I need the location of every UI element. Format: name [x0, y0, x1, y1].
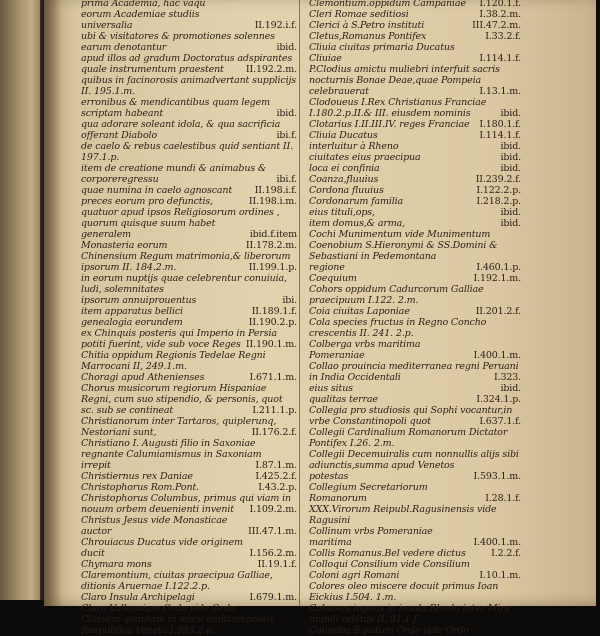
index-entry — [309, 20, 521, 31]
index-entry — [309, 163, 521, 174]
index-entry — [81, 482, 297, 493]
index-entry-reference: III.47.1.m. — [248, 526, 297, 537]
index-entry — [309, 361, 521, 383]
index-entry-reference: ibid. — [276, 42, 297, 53]
index-entry — [309, 207, 521, 218]
index-entry-text: Collegia pro studiosis qui Sophi vocantur,in vrbe Constantinopoli quot — [309, 405, 513, 427]
index-entry-reference: II.178.2.m. — [245, 240, 297, 251]
index-entry-reference: ibi.f. — [276, 130, 297, 141]
index-entry — [309, 394, 521, 405]
index-entry — [81, 570, 297, 592]
index-entry — [309, 218, 521, 229]
index-entry-text: Coloni agri Romani — [309, 570, 400, 581]
index-entry-reference: I.122.2.p. — [476, 185, 521, 196]
index-entry-reference: I.218.2.p. — [476, 196, 521, 207]
index-entry-text: Cordonarum familia — [309, 196, 404, 207]
index-entry-reference: ibid. — [276, 108, 297, 119]
index-entry-text: Collao prouincia mediterranea regni Peruani in India Occidentali — [309, 361, 519, 383]
column-divider — [299, 0, 300, 606]
index-entry — [309, 383, 521, 394]
index-entry-text: Christophorus Rom.Pont. — [81, 482, 199, 493]
index-entry-reference: ibid. — [500, 141, 521, 152]
index-entry — [309, 64, 521, 97]
left-index-column — [81, 0, 297, 636]
index-entry-reference: I.180.1.f. — [479, 119, 521, 130]
index-entry-text: eius situs — [309, 383, 353, 394]
index-entry-reference: II.189.1.f. — [251, 306, 297, 317]
index-entry — [81, 372, 297, 383]
index-entry-text: Chymara mons — [81, 559, 152, 570]
index-entry-text: Christiano I. Augusti filio in Saxoniae regnante Calumiamismus in Saxoniam irrepit — [81, 438, 262, 471]
index-entry — [309, 97, 521, 119]
index-entry-reference: I.28.1.f. — [485, 493, 521, 504]
index-entry-reference: II.192.i.f. — [254, 20, 297, 31]
index-entry-reference: II.239.2.f. — [475, 174, 521, 185]
index-entry-text: Monasteria eorum — [81, 240, 168, 251]
index-entry — [81, 9, 297, 31]
index-entry-text: loca ei confinia — [309, 163, 380, 174]
index-entry-reference: II.190.2.p. — [248, 317, 297, 328]
index-entry-text: Colores oleo miscere docuit primus Ioan Eickius I.504. 1.m. — [309, 581, 499, 603]
index-entry-reference: I.87.1.m. — [255, 460, 297, 471]
index-page — [44, 0, 596, 636]
index-entry-text: prima Academia, hac vaqu — [81, 0, 206, 9]
index-entry-reference: I.10.1.m. — [479, 570, 521, 581]
index-entry — [309, 229, 521, 240]
index-entry — [81, 416, 297, 438]
index-entry-text: quibus in facinorosis animadvertant supplicijs II. 195.1.m. — [81, 75, 297, 97]
index-entry-text: ex Chinquis posteris qui Imperio in Persia potiti fuerint, vide sub voce Reges — [81, 328, 277, 350]
index-entry-text: Cochi Munimentum vide Munimentum — [309, 229, 491, 240]
index-entry-reference: ibid. — [500, 152, 521, 163]
index-entry-text: item domus,& arma, — [309, 218, 406, 229]
index-entry-text: Christus Jesus vide Monasticae auctor — [81, 515, 228, 537]
index-entry-text: Chorus musicorum regiorum Hispaniae Regni, cum suo stipendio, & personis, quot sc. sub se contineat — [81, 383, 283, 416]
index-entry-text: Claro Vallensium Ordo vide Ordo — [81, 603, 236, 614]
index-entry — [309, 570, 521, 581]
index-entry-reference: ibi. — [282, 295, 297, 306]
index-entry-text: Cola species fructus in Regno Concho crescentis II. 241. 2.p. — [309, 317, 487, 339]
index-entry-text: Clemontium.oppidum Campaniae — [309, 0, 466, 9]
index-entry-reference: ibid.f.item — [249, 229, 297, 240]
index-entry-reference: I.120.1.f. — [479, 0, 521, 9]
index-entry-text: Collis Romanus.Bel vedere dictus — [309, 548, 466, 559]
index-entry-reference: I.114.1.f. — [479, 53, 521, 64]
index-entry-text: Clerici à S.Petro instituti — [309, 20, 425, 31]
index-entry-reference: I.323. — [493, 372, 521, 383]
index-entry — [81, 383, 297, 416]
index-entry — [81, 306, 297, 317]
index-entry-text: Classem quantam in mare emitterepossit Respublica Veneta I.593.2.p. — [81, 614, 274, 636]
index-entry — [309, 152, 521, 163]
index-entry — [309, 119, 521, 130]
index-entry — [81, 317, 297, 328]
index-entry — [81, 97, 297, 119]
index-entry-reference: I.2.2.f. — [491, 548, 521, 559]
index-entry — [81, 438, 297, 471]
index-entry-text: Clodoueus I.Rex Christianus Franciae I.180.2.p.II.& III. eiusdem nominis — [309, 97, 487, 119]
index-entry-reference: II.192.2.m. — [245, 64, 297, 75]
index-entry — [81, 592, 297, 603]
index-entry — [81, 31, 297, 53]
index-entry — [81, 273, 297, 295]
index-entry-reference: II.176.2.f. — [251, 427, 297, 438]
index-entry-text: Coia ciuitas Laponiae — [309, 306, 410, 317]
index-entry-text: item apparatus bellici — [81, 306, 183, 317]
index-entry-text: Claremontium, ciuitas praecipua Galliae, ditionis Aruernae I.122.2.p. — [81, 570, 273, 592]
index-entry-reference: I.400.1.m. — [473, 537, 521, 548]
index-entry-text: Columba Equitum Ordo vide Ordo — [309, 625, 469, 636]
index-entry — [309, 603, 521, 625]
index-entry — [309, 625, 521, 636]
index-entry-text: erronibus & mendicantibus quam legem scriptam habeant — [81, 97, 270, 119]
index-entry — [309, 405, 521, 427]
index-entry-text: Christianorum inter Tartaros, quiplerunq, Nestoriani sunt, — [81, 416, 277, 438]
index-entry-text: Clotarius I.II.III.IV. reges Franciae — [309, 119, 470, 130]
index-entry — [81, 163, 297, 185]
index-entry-text: eorum Academiae studiis universalia — [81, 9, 200, 31]
index-entry — [309, 42, 521, 64]
index-entry-text: Collinum vrbs Pomeraniae maritima — [309, 526, 433, 548]
index-entry-reference: I.324.1.p. — [476, 394, 521, 405]
index-entry-text: Coenobium S.Hieronymi & SS.Domini & Sebastiani in Pedemontana regione — [309, 240, 498, 273]
index-entry-reference: ibid. — [500, 163, 521, 174]
index-entry — [81, 328, 297, 350]
index-entry-reference: I.13.1.m. — [479, 86, 521, 97]
page-gutter — [44, 0, 62, 606]
index-entry — [309, 449, 521, 482]
index-entry — [309, 240, 521, 273]
index-entry — [309, 482, 521, 504]
index-entry — [309, 427, 521, 449]
index-entry-reference: ibi.f. — [276, 174, 297, 185]
index-entry — [81, 75, 297, 97]
index-entry — [309, 339, 521, 361]
index-entry-text: Coequium — [309, 273, 357, 284]
index-entry — [309, 317, 521, 339]
index-entry — [81, 240, 297, 251]
index-entry-reference: I.114.1.f. — [479, 130, 521, 141]
index-entry-reference: I.156.2.m. — [249, 548, 297, 559]
index-entry-text: Colberga vrbs maritima Pomeraniae — [309, 339, 421, 361]
index-entry — [309, 284, 521, 306]
index-entry — [81, 53, 297, 75]
index-entry-text: apud illos ad gradum Doctoratus adspirantes quale instrumentum praestent — [81, 53, 293, 75]
index-entry-text: Collegii Decemuiralis cum nonnullis alijs sibi adiunctis,summa apud Venetos potestas — [309, 449, 519, 482]
index-entry-reference: I.43.2.p. — [258, 482, 297, 493]
index-entry-reference: I.211.1.p. — [252, 405, 297, 416]
index-entry-text: ipsorum annuiprouentus — [81, 295, 197, 306]
index-entry-text: Cordona fluuius — [309, 185, 384, 196]
index-entry-reference: I.637.1.f. — [479, 416, 521, 427]
index-entry — [81, 207, 297, 240]
index-entry — [81, 251, 297, 273]
index-entry-reference: I.593.1.m. — [473, 471, 521, 482]
index-entry — [309, 581, 521, 603]
index-entry — [309, 273, 521, 284]
index-entry-text: Christophorus Columbus, primus qui viam in nouum orbem deuenienti invenit — [81, 493, 292, 515]
index-entry-reference: ibid. — [500, 207, 521, 218]
index-entry-reference: II.19.1.f. — [257, 559, 297, 570]
index-entry-text: qua adorare soleant idola, & qua sacrificia offerant Diabolo — [81, 119, 281, 141]
index-entry — [309, 130, 521, 141]
index-entry-reference: I.679.1.m. — [249, 592, 297, 603]
index-entry-text: Christiernus rex Daniae — [81, 471, 193, 482]
index-entry-reference: ibid. — [500, 218, 521, 229]
index-entry-text: Colloqui Consilium vide Consilium — [309, 559, 470, 570]
index-entry — [81, 119, 297, 141]
index-entry-text: eius tituli,ops, — [309, 207, 375, 218]
index-entry-reference: II.190.1.m. — [245, 339, 297, 350]
index-entry — [309, 174, 521, 185]
index-entry-reference: ibid. — [500, 383, 521, 394]
index-entry-text: in eorum nuptijs quae celebrentur conuiuia, ludi, solemnitates — [81, 273, 287, 295]
index-entry-text: Coanza,fluuius — [309, 174, 379, 185]
index-entry — [309, 559, 521, 570]
index-entry-reference: II.199.1.p. — [248, 262, 297, 273]
index-entry — [309, 196, 521, 207]
index-entry-reference: III.47.2.m. — [472, 20, 521, 31]
index-entry-text: Cletus,Romanus Pontifex — [309, 31, 427, 42]
index-entry-text: Collegium Secretariorum Romanorum — [309, 482, 428, 504]
index-entry-text: Cliuia Ducatus — [309, 130, 378, 141]
index-entry-text: Collegii Cardinalium Romanorum Dictator Pontifex I.26. 2.m. — [309, 427, 508, 449]
right-index-column — [309, 0, 521, 636]
index-entry — [81, 537, 297, 559]
index-entry-reference: I.192.1.m. — [473, 273, 521, 284]
index-entry-reference: II.198.i.f. — [254, 185, 297, 196]
index-entry-text: ubi & visitatores & promotiones solennes earum denotantur — [81, 31, 275, 53]
index-entry-text: XXX.Virorum Reipubl.Ragusinensis vide Ragusini — [309, 504, 497, 526]
index-entry-text: preces eorum pro defunctis, — [81, 196, 213, 207]
index-entry — [81, 0, 297, 9]
index-entry-text: Chitia oppidum Regionis Tedelae Regni Marrocani II, 249.1.m. — [81, 350, 266, 372]
index-entry — [81, 471, 297, 482]
index-entry-text: de caelo & rebus caelestibus quid sentiant II. 197.1.p. — [81, 141, 293, 163]
index-entry — [309, 504, 521, 526]
index-entry-reference: I.425.2.f. — [255, 471, 297, 482]
index-entry-text: qualitas terrae — [309, 394, 378, 405]
index-entry — [81, 350, 297, 372]
index-entry-reference: I.109.2.m. — [249, 504, 297, 515]
index-entry-text: P.Clodius amictu muliebri interfuit sacris nocturnis Bonae Deae,quae Pompeia celebrauerat — [309, 64, 500, 97]
index-entry — [81, 559, 297, 570]
index-entry-text: quatuor apud ipsos Religiosorum ordines , quorum quisque suum habet generalem — [81, 207, 280, 240]
index-entry — [309, 31, 521, 42]
index-entry — [309, 141, 521, 152]
index-entry-text: genealogia eorundem — [81, 317, 183, 328]
index-entry-reference: I.33.2.f. — [485, 31, 521, 42]
index-entry-text: Cohors oppidum Cadurcorum Galliae praecipuum I.122. 2.m. — [309, 284, 484, 306]
index-entry — [81, 493, 297, 515]
index-entry — [309, 9, 521, 20]
index-entry — [309, 548, 521, 559]
index-entry — [81, 141, 297, 163]
index-entry — [81, 603, 297, 614]
index-entry — [81, 295, 297, 306]
index-entry-text: Colossus ingens in insula Rhodo inter Mira mundi relatus II. 81.1.f. — [309, 603, 511, 625]
index-entry-reference: ibid. — [500, 108, 521, 119]
index-entry-reference: I.671.1.m. — [249, 372, 297, 383]
index-entry — [81, 185, 297, 196]
index-entry-text: ciuitates eius praecipua — [309, 152, 421, 163]
index-entry-reference: II.198.i.m. — [248, 196, 297, 207]
index-entry — [309, 185, 521, 196]
index-entry-reference: II.201.2.f. — [475, 306, 521, 317]
index-entry-text: Claro Insula Archipelagi — [81, 592, 195, 603]
index-entry-text: interluitur à Rheno — [309, 141, 399, 152]
index-entry — [81, 614, 297, 636]
index-entry — [309, 526, 521, 548]
index-entry — [81, 196, 297, 207]
index-entry-reference: I.400.1.m. — [473, 350, 521, 361]
index-entry-text: item de creatione mundi & animabus & corporeregressu — [81, 163, 267, 185]
index-entry-reference: I.38.2.m. — [479, 9, 521, 20]
index-entry-text: Chinensium Regum matrimonia,& liberorum ipsorum II. 184.2.m. — [81, 251, 291, 273]
index-entry-text: Choragi apud Athenienses — [81, 372, 205, 383]
index-entry-text: Chrouiacus Ducatus vide originem ducit — [81, 537, 243, 559]
facing-page-edge — [0, 0, 42, 600]
index-entry — [309, 0, 521, 9]
index-entry-reference: I.460.1.p. — [476, 262, 521, 273]
index-entry-text: Cliuia ciuitas primaria Ducatus Cliuiae — [309, 42, 455, 64]
index-entry-text: quae numina in caelo agnoscant — [81, 185, 233, 196]
index-entry — [81, 515, 297, 537]
index-entry — [309, 306, 521, 317]
index-entry-text: Cleri Romae seditiosi — [309, 9, 409, 20]
